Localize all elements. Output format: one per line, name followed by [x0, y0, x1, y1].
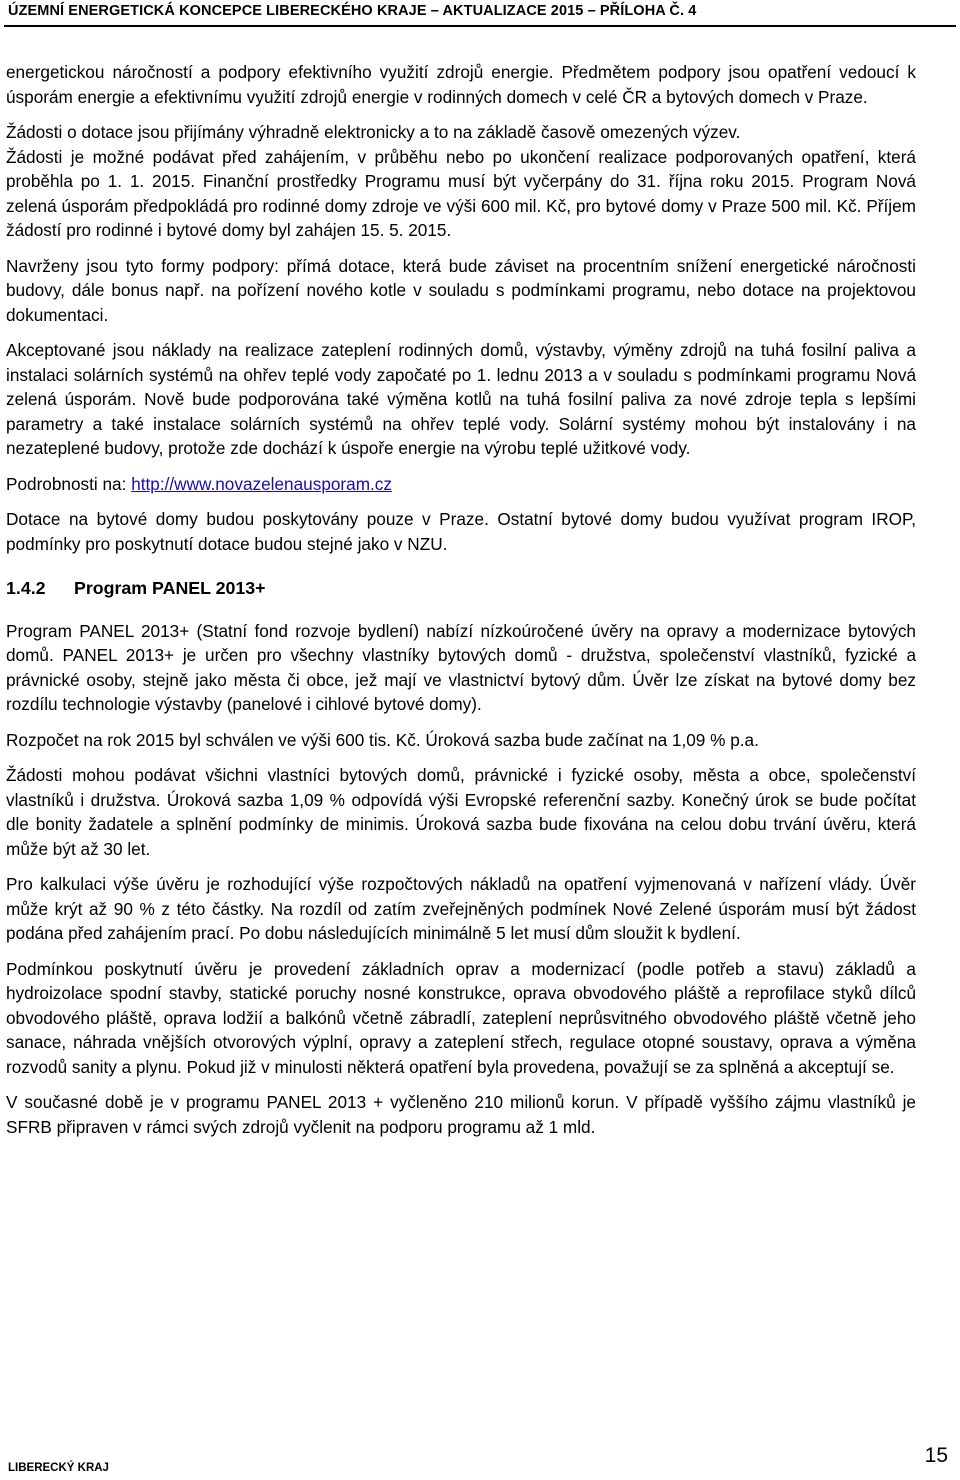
paragraph-panel-intro: Program PANEL 2013+ (Statní fond rozvoje bydlení) nabízí nízkoúročené úvěry na opravy a modernizace bytových domů. PANEL 2013+ je určen pro všechny vlastníky bytových domů - družstva, společenství vlastníků, fyzické a právnické osoby, stejně jako města či obce, jež mají ve vlastnictví bytový dům. Úvěr lze získat na bytové domy bez rozdílu technologie výstavby (panelové i cihlové bytové domy). [6, 620, 916, 714]
paragraph-apartment-buildings: Dotace na bytové domy budou poskytovány pouze v Praze. Ostatní bytové domy budou využívat program IROP, podmínky pro poskytnutí dotace budou stejné jako v NZU. [6, 509, 916, 554]
paragraph-budget: Rozpočet na rok 2015 byl schválen ve výši 600 tis. Kč. Úroková sazba bude začínat na 1,09 % p.a. [6, 729, 759, 750]
header-title: ÚZEMNÍ ENERGETICKÁ KONCEPCE LIBERECKÉHO KRAJE – AKTUALIZACE 2015 – PŘÍLOHA Č. 4 [8, 3, 697, 19]
section-number: 1.4.2 [6, 578, 46, 598]
details-label: Podrobnosti na: [6, 473, 127, 494]
paragraph-allocation: V současné době je v programu PANEL 2013 + vyčleněno 210 milionů korun. V případě vyššího zájmu vlastníků je SFRB připraven v rámci svých zdrojů vyčlenit na podporu programu až 1 mld. [6, 1092, 916, 1137]
header-divider [4, 25, 956, 27]
section-title: Program PANEL 2013+ [74, 578, 266, 598]
paragraph-intro: energetickou náročností a podpory efektivního využití zdrojů energie. Předmětem podpory jsou opatření vedoucí k úsporám energie a efektivnímu využití zdrojů energie v rodinných domech v celé ČR a bytových domech v Praze. [6, 62, 916, 107]
details-link[interactable]: http://www.novazelenausporam.cz [131, 473, 392, 494]
paragraph-calculation: Pro kalkulaci výše úvěru je rozhodující výše rozpočtových nákladů na opatření vyjmenovaná v nařízení vlády. Úvěr může krýt až 90 % z této částky. Na rozdíl od zatím zveřejněných podmínek Nové Zelené úsporám musí být žádost podána před zahájením prací. Po dobu následujících minimálně 5 let musí dům sloužit k bydlení. [6, 874, 916, 943]
paragraph-details [6, 472, 916, 497]
paragraph-application-electronic: Žádosti o dotace jsou přijímány výhradně elektronicky a to na základě časově omezených výzev. [6, 122, 741, 142]
paragraph-conditions: Podmínkou poskytnutí úvěru je provedení základních oprav a modernizací (podle potřeb a stavu) základů a hydroizolace spodní stavby, statické poruchy nosné konstrukce, oprava obvodového pláště a reprofilace styků dílců obvodového pláště, oprava lodžií a balkónů včetně zábradlí, zateplení neprůsvitného obvodového pláště včetně jeho sanace, náhrada vnějších otvorových výplní, opravy a zateplení střech, regulace otopné soustavy, oprava a výměna rozvodů sanity a plynu. Pokud již v minulosti některá opatření byla provedena, považují se za splněná a akceptují se. [6, 958, 916, 1077]
section-heading [6, 576, 916, 601]
paragraph-eligible-costs: Akceptované jsou náklady na realizace zateplení rodinných domů, výstavby, výměny zdrojů na tuhá fosilní paliva a instalaci solárních systémů na ohřev teplé vody započaté po 1. lednu 2013 a v souladu s podmínkami programu Nová zelená úsporám. Nově bude podporována také výměna kotlů na tuhá fosilní paliva za nové zdroje tepla s lepšími parametry a také instalace solárních systémů na ohřev teplé vody. Solární systémy mohou být instalovány i na nezateplené budovy, protože zde dochází k úspoře energie na výrobu teplé užitkové vody. [6, 340, 916, 458]
page-number: 15 [924, 1444, 948, 1467]
document-body [6, 60, 916, 1150]
paragraph-support-forms: Navrženy jsou tyto formy podpory: přímá dotace, která bude záviset na procentním snížení energetické náročnosti budovy, dále bonus např. na pořízení nového kotle v souladu s podmínkami programu, nebo dotace na projektovou dokumentaci. [6, 255, 916, 325]
paragraph-applicants: Žádosti mohou podávat všichni vlastníci bytových domů, právnické i fyzické osoby, města a obce, společenství vlastníků i družstva. Úroková sazba 1,09 % odpovídá výši Evropské referenční sazby. Konečný úrok se bude počítat dle bonity žadatele a splnění podmínky de minimis. Úroková sazba bude fixována na celou dobu trvání úvěru, která může být až 30 let. [6, 765, 916, 859]
paragraph-application-terms: Žádosti je možné podávat před zahájením, v průběhu nebo po ukončení realizace podporovaných opatření, která proběhla po 1. 1. 2015. Finanční prostředky Programu musí být vyčerpány do 31. října roku 2015. Program Nová zelená úsporám předpokládá pro rodinné domy zdroje ve výši 600 mil. Kč, pro bytové domy v Praze 500 mil. Kč. Příjem žádostí pro rodinné i bytové domy byl zahájen 15. 5. 2015. [6, 146, 916, 240]
footer-region-name: LIBERECKÝ KRAJ [8, 1462, 109, 1474]
